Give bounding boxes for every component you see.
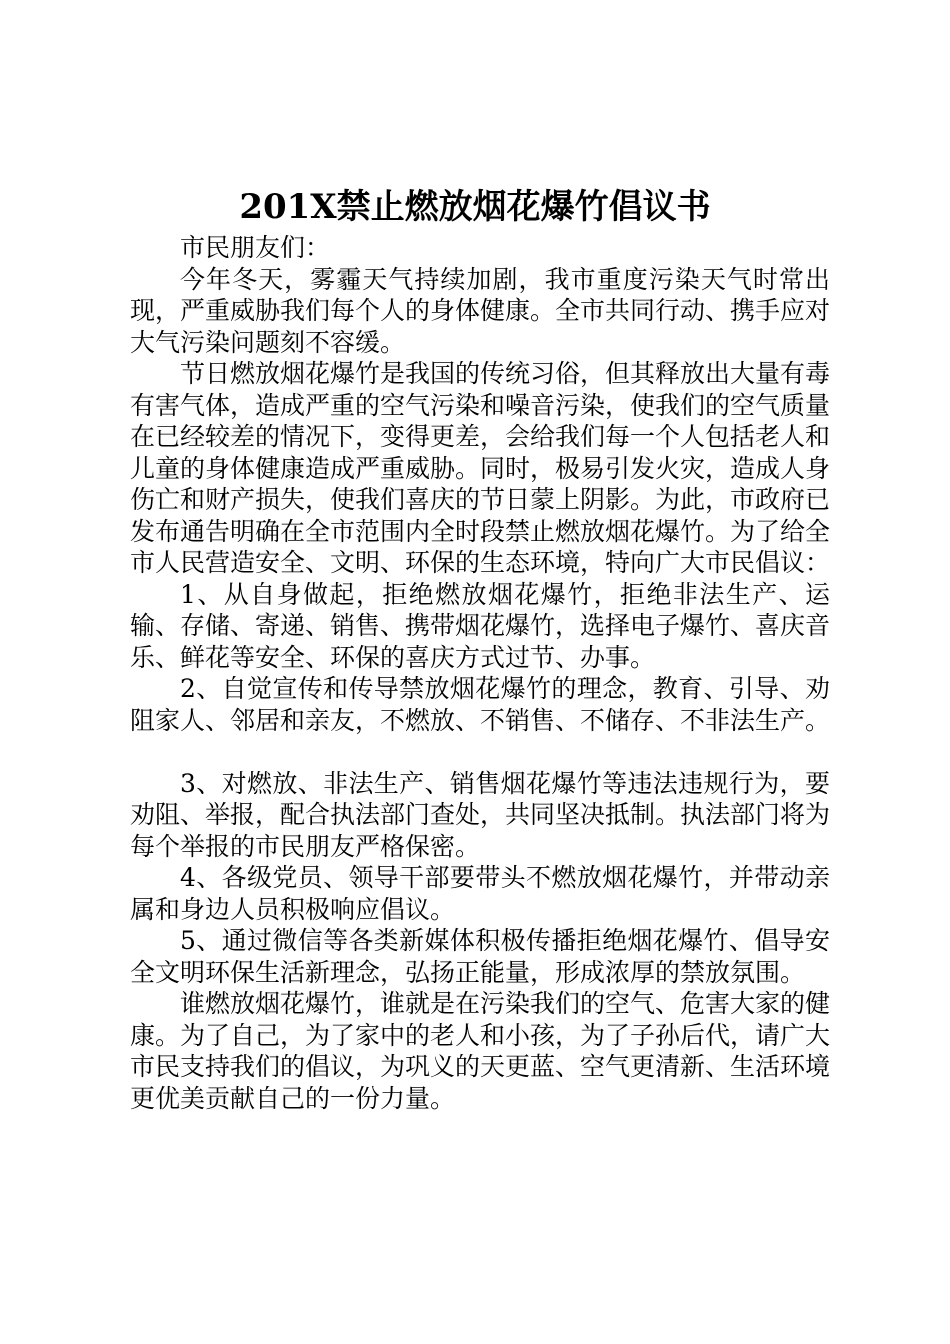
paragraph-intro: 今年冬天，雾霾天气持续加剧，我市重度污染天气时常出现，严重威胁我们每个人的身体健康。全市共同行动、携手应对大气污染问题刻不容缓。	[130, 264, 831, 357]
salutation: 市民朋友们：	[180, 233, 331, 262]
proposal-item-3: 3、对燃放、非法生产、销售烟花爆竹等违法违规行为，要劝阻、举报，配合执法部门查处，共同坚决抵制。执法部门将为每个举报的市民朋友严格保密。	[130, 768, 831, 861]
paragraph-reasons: 节日燃放烟花爆竹是我国的传统习俗，但其释放出大量有毒有害气体，造成严重的空气污染和噪音污染，使我们的空气质量在已经较差的情况下，变得更差，会给我们每一个人包括老人和儿童的身体健康造成严重威胁。同时，极易引发火灾，造成人身伤亡和财产损失，使我们喜庆的节日蒙上阴影。为此，市政府已发布通告明确在全市范围内全时段禁止燃放烟花爆竹。为了给全市人民营造安全、文明、环保的生态环境，特向广大市民倡议：	[130, 359, 831, 577]
document-title: 201X禁止燃放烟花爆竹倡议书	[239, 187, 711, 227]
proposal-item-2: 2、自觉宣传和传导禁放烟花爆竹的理念，教育、引导、劝阻家人、邻居和亲友，不燃放、不销售、不储存、不非法生产。	[130, 674, 831, 735]
paragraph-closing: 谁燃放烟花爆竹，谁就是在污染我们的空气、危害大家的健康。为了自己，为了家中的老人和小孩，为了子孙后代，请广大市民支持我们的倡议，为巩义的天更蓝、空气更清新、生活环境更优美贡献自己的一份力量。	[130, 989, 831, 1113]
document-body	[130, 232, 830, 1114]
proposal-item-5: 5、通过微信等各类新媒体积极传播拒绝烟花爆竹、倡导安全文明环保生活新理念，弘扬正能量，形成浓厚的禁放氛围。	[130, 926, 830, 987]
proposal-item-1: 1、从自身做起，拒绝燃放烟花爆竹，拒绝非法生产、运输、存储、寄递、销售、携带烟花爆竹，选择电子爆竹、喜庆音乐、鲜花等安全、环保的喜庆方式过节、办事。	[130, 579, 831, 672]
proposal-item-4: 4、各级党员、领导干部要带头不燃放烟花爆竹，并带动亲属和身边人员积极响应倡议。	[130, 863, 830, 924]
